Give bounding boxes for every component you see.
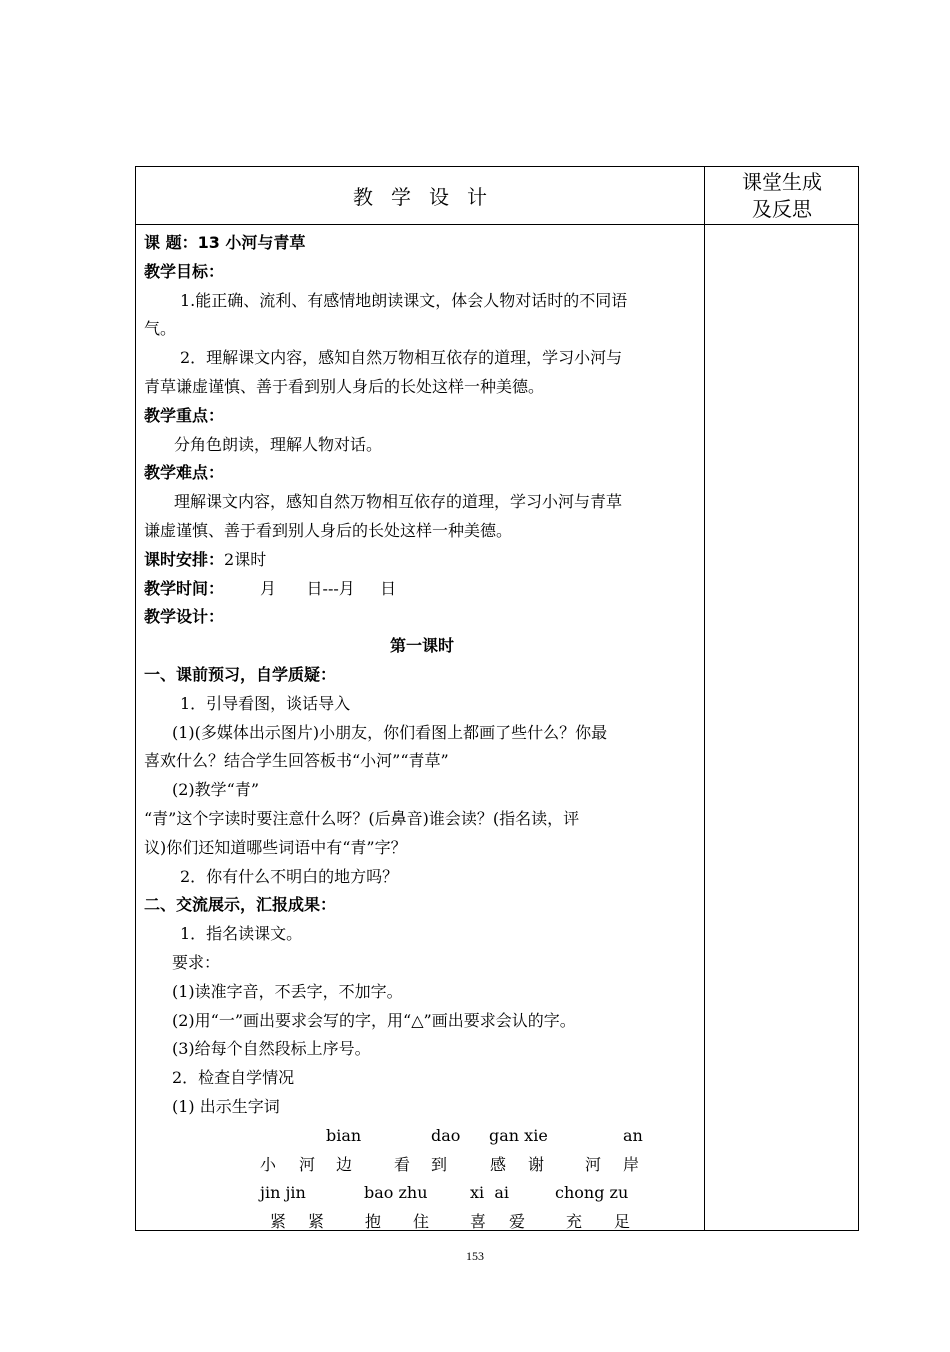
pinyin-word: chong zu [555,1183,629,1203]
goals-label: 教学目标： [144,261,225,281]
time-text: 月 日---月 日 [260,578,397,598]
section2-line1: 1．指名读课文。 [180,924,303,944]
section1-line4: (2)教学“青” [172,780,260,800]
section2-line5: (3)给每个自然段标上序号。 [172,1039,371,1059]
vocab-row2-pinyin [144,1179,700,1208]
vocab-char: 抱 [365,1212,382,1232]
section1-line5: “青”这个字读时要注意什么呀？(后鼻音)谁会读？(指名读，评 [144,808,580,828]
section1-line2: (1)(多媒体出示图片)小朋友，你们看图上都画了些什么？你最 [172,722,608,742]
pinyin-word: an [623,1125,643,1145]
section1-line3: 喜欢什么？结合学生回答板书“小河”“青草” [144,751,449,771]
vocab-char: 住 [413,1212,430,1232]
vocab-char: 紧 [308,1212,325,1232]
table-header-title: 教学设计 [353,185,505,209]
vocab-char: 看 [394,1154,411,1174]
vocab-char: 河 [585,1154,602,1174]
key-points-label: 教学重点： [144,405,225,425]
vocab-row1-pinyin [144,1122,700,1151]
difficulties-label: 教学难点： [144,463,225,483]
vocab-char: 喜 [470,1212,487,1232]
vocab-char: 边 [336,1154,353,1174]
difficulties-line1: 理解课文内容，感知自然万物相互依存的道理，学习小河与青草 [174,492,623,512]
time-line [144,575,700,604]
section2-line2: 要求： [172,952,221,972]
key-points-text: 分角色朗读，理解人物对话。 [174,434,383,454]
topic-label: 课 题： [144,233,198,252]
lesson-plan-table [135,166,859,1231]
vocab-row1-chars [144,1151,700,1180]
goal1-line2: 气。 [144,319,177,339]
section2-title: 二、交流展示，汇报成果： [144,895,337,915]
section1-line1: 1．引导看图，谈话导入 [180,693,351,713]
pinyin-word: bian [326,1125,362,1145]
vocab-char: 感 [490,1154,507,1174]
hours-line [144,546,700,575]
pinyin-word: xi ai [470,1183,509,1203]
vocab-char: 谢 [528,1154,545,1174]
hours-label: 课时安排： [144,549,225,569]
hours-text: 2课时 [224,549,267,569]
reflection-header-line1: 课堂生成 [742,169,822,194]
section2-line6: 2．检查自学情况 [172,1068,295,1088]
table-header-reflection [705,167,859,224]
vocab-char: 足 [614,1212,631,1232]
time-label: 教学时间： [144,578,225,598]
difficulties-line2: 谦虚谨慎、善于看到别人身后的长处这样一种美德。 [144,520,513,540]
vocab-row2-chars [144,1208,700,1237]
pinyin-word: jin jin [260,1183,306,1203]
section2-line3: (1)读准字音，不丢字，不加字。 [172,981,403,1001]
section1-title: 一、课前预习，自学质疑： [144,664,337,684]
vocab-char: 紧 [270,1212,287,1232]
section1-line7: 2．你有什么不明白的地方吗？ [180,866,399,886]
column-divider [704,167,705,1230]
section2-line7: (1) 出示生字词 [172,1096,280,1116]
lesson-content [144,229,700,1237]
pinyin-word: dao [431,1125,461,1145]
section1-line6: 议)你们还知道哪些词语中有“青”字？ [144,837,407,857]
topic-line [144,229,700,258]
pinyin-word: bao zhu [364,1183,428,1203]
reflection-header-line2: 及反思 [752,196,812,221]
goal2-line1: 2．理解课文内容，感知自然万物相互依存的道理，学习小河与 [180,348,623,368]
vocab-char: 河 [299,1154,316,1174]
vocab-char: 到 [431,1154,448,1174]
period-title: 第一课时 [389,636,454,656]
topic-text: 13 小河与青草 [197,233,306,252]
section2-line4: (2)用“一”画出要求会写的字，用“△”画出要求会认的字。 [172,1010,576,1030]
vocab-char: 爱 [509,1212,526,1232]
page-number: 153 [466,1249,484,1263]
vocab-char: 小 [260,1154,277,1174]
vocab-char: 充 [566,1212,583,1232]
vocab-char: 岸 [623,1154,640,1174]
design-label: 教学设计： [144,607,225,627]
goal2-line2: 青草谦虚谨慎、善于看到别人身后的长处这样一种美德。 [144,376,545,396]
goal1-line1: 1.能正确、流利、有感情地朗读课文，体会人物对话时的不同语 [180,290,628,310]
header-divider [136,224,858,225]
pinyin-word: gan xie [489,1125,548,1145]
